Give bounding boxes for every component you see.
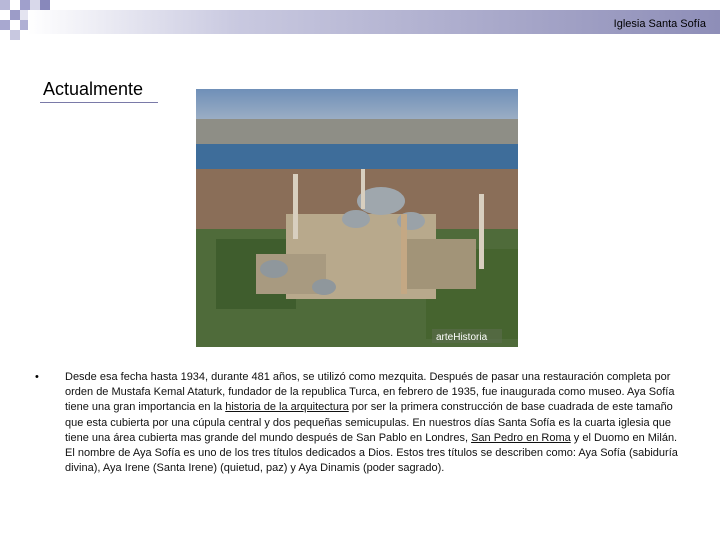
- body-text-3: y el Duomo en Milán. El nombre de Aya Sofía es uno de los tres títulos dedicados a Dios. Estos tres títulos se describen como: Aya Sofía (sabiduría divina), Aya Irene (Santa Irene) (quietud, paz) y Aya Dinamis (poder sagrado).: [65, 431, 678, 475]
- hagia-sophia-photo: [196, 89, 518, 347]
- list-bullet: •: [35, 371, 39, 383]
- heading-underline: [40, 102, 158, 103]
- body-text-1: Desde esa fecha hasta 1934, durante 481 años, se utilizó como mezquita. Después de pasar una restauración completa por orden de Mustafa Kemal Ataturk, fundador de la republica Turca, en febrero de 1935, fue inaugurada como museo. Aya Sofía tiene una gran importancia en la: [65, 371, 675, 414]
- body-paragraph: [65, 370, 685, 476]
- link-historia-arquitectura[interactable]: historia de la arquitectura: [225, 401, 349, 414]
- photo-watermark: arteHistoria: [436, 332, 488, 343]
- link-san-pedro-roma[interactable]: San Pedro en Roma: [471, 431, 571, 444]
- body-text-2: por ser la primera construcción de base cuadrada de este tamaño que esta cubierta por una cúpula central y dos pequeñas semicupulas. En nuestros días Santa Sofía es la cuarta iglesia que tiene una área cubierta mas grande del mundo después de San Pablo en Londres,: [65, 401, 673, 444]
- page-title: Iglesia Santa Sofía: [613, 18, 706, 30]
- section-heading: Actualmente: [43, 79, 144, 99]
